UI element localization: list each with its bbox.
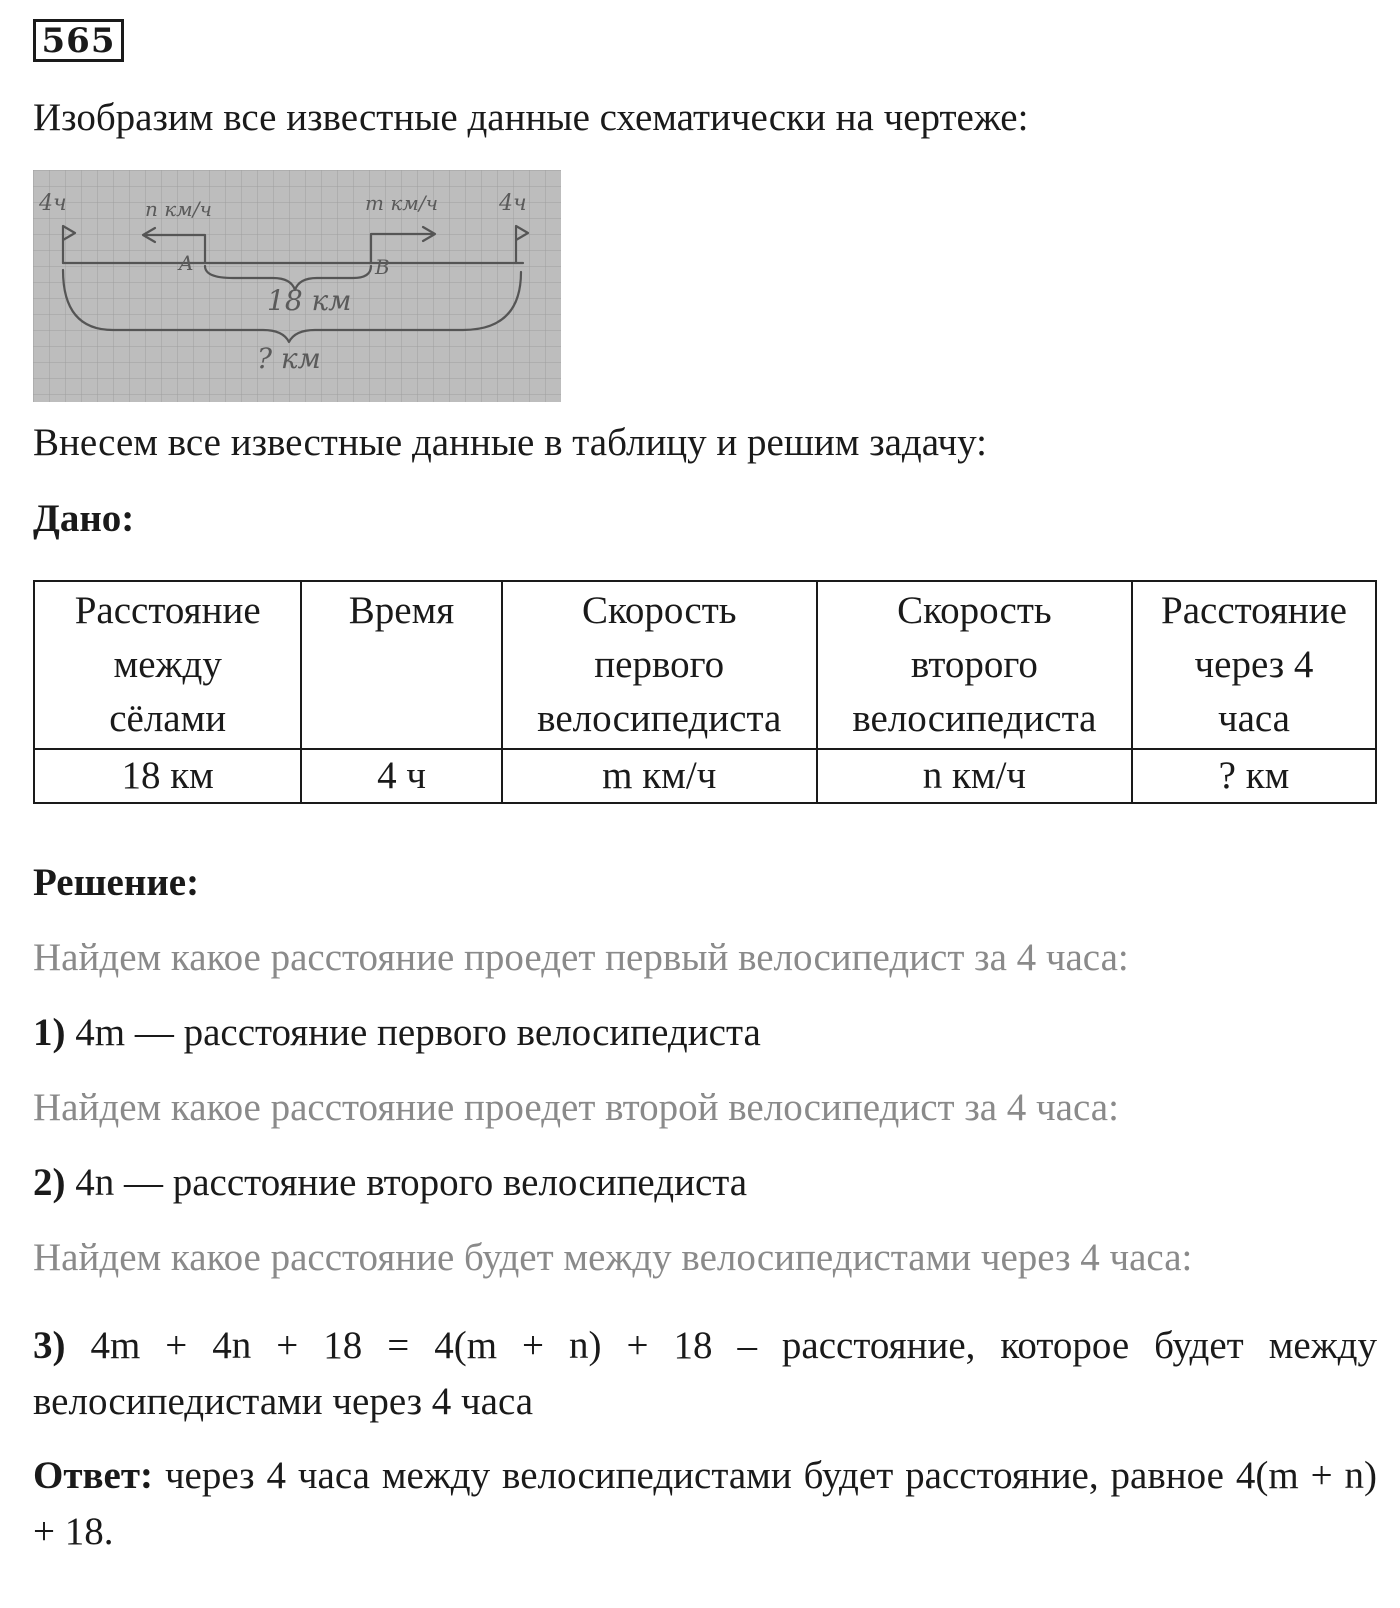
header-time: Время — [301, 581, 501, 749]
header-distance: Расстояние между сёлами — [34, 581, 301, 749]
header-speed-second: Скорость второго велосипедиста — [817, 581, 1132, 749]
sketch-point-b: B — [375, 255, 390, 279]
step1-line — [33, 1010, 761, 1055]
header-speed-first: Скорость первого велосипедиста — [502, 581, 817, 749]
header-distance-after: Расстояние через 4 часа — [1132, 581, 1376, 749]
sketch-speed-right: m км/ч — [365, 191, 439, 215]
table-intro: Внесем все известные данные в таблицу и решим задачу: — [33, 421, 987, 464]
value-speed-first: m км/ч — [502, 749, 817, 803]
step1-hint: Найдем какое расстояние проедет первый велосипедист за 4 часа: — [33, 936, 1129, 979]
step3-hint: Найдем какое расстояние будет между велосипедистами через 4 часа: — [33, 1236, 1193, 1279]
answer-label: Ответ: — [33, 1454, 154, 1497]
step2-hint: Найдем какое расстояние проедет второй велосипедист за 4 часа: — [33, 1086, 1119, 1129]
step3-number: 3) — [33, 1324, 66, 1367]
intro-text: Изобразим все известные данные схематически на чертеже: — [33, 96, 1029, 139]
table-value-row — [34, 749, 1376, 803]
solution-label: Решение: — [33, 861, 200, 904]
value-speed-second: n км/ч — [817, 749, 1132, 803]
table-header-row — [34, 581, 1376, 749]
step2-number: 2) — [33, 1161, 66, 1204]
sketch-speed-left: n км/ч — [145, 197, 212, 221]
value-distance-after: ? км — [1132, 749, 1376, 803]
step3-line — [33, 1318, 1377, 1430]
answer-line — [33, 1448, 1377, 1560]
data-table — [33, 580, 1377, 804]
sketch-time-right: 4ч — [499, 191, 527, 216]
schematic-drawing — [33, 170, 561, 402]
problem-number: 565 — [33, 19, 124, 62]
value-time: 4 ч — [301, 749, 501, 803]
sketch-unknown: ? км — [257, 342, 321, 375]
value-distance: 18 км — [34, 749, 301, 803]
step2-line — [33, 1160, 747, 1205]
answer-text: через 4 часа между велосипедистами будет расстояние, равное 4(m + n) + 18. — [33, 1454, 1377, 1553]
step1-number: 1) — [33, 1011, 66, 1054]
step3-text: 4m + 4n + 18 = 4(m + n) + 18 – расстояние, которое будет между велосипедистами через 4 часа — [33, 1324, 1377, 1423]
step2-text: 4n — расстояние второго велосипедиста — [65, 1161, 748, 1204]
sketch-distance: 18 км — [267, 284, 352, 317]
step1-text: 4m — расстояние первого велосипедиста — [65, 1011, 761, 1054]
given-label: Дано: — [33, 497, 135, 540]
sketch-point-a: A — [179, 251, 194, 275]
sketch-time-left: 4ч — [39, 191, 67, 216]
